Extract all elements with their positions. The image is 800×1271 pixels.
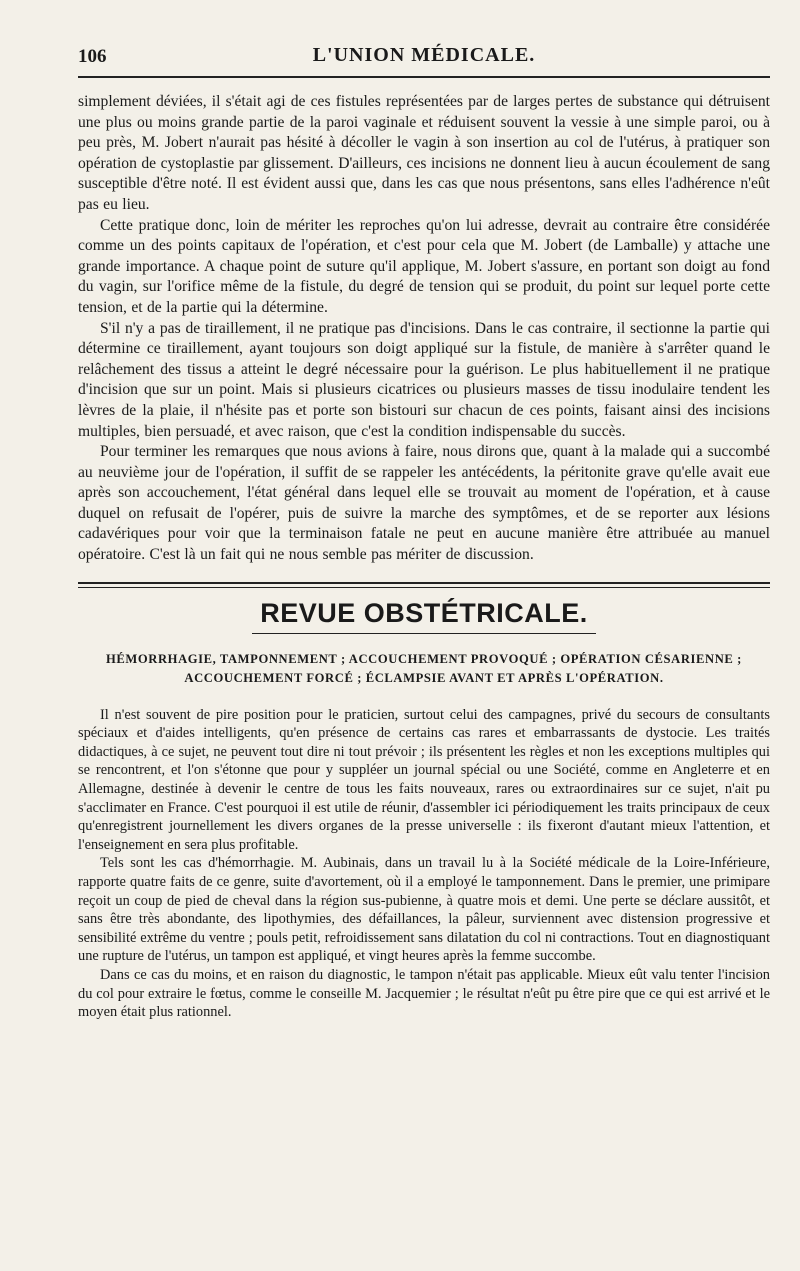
- section-divider: [78, 582, 770, 588]
- section-subheading: [78, 650, 770, 688]
- paragraph: Dans ce cas du moins, et en raison du diagnostic, le tampon n'était pas applicable. Mieux eût valu tenter l'incision du col pour extraire le fœtus, comme le conseille M. Jacquemier ; le résultat n'eût pu être pire que ce qui est arrivé et le moyen était plus rationnel.: [78, 966, 770, 1021]
- paragraph: Il n'est souvent de pire position pour le praticien, surtout celui des campagnes, privé du secours de consultants spéciaux et d'aides intelligents, qu'en présence de certains cas rares et embarrassants de dystocie. Les traités didactiques, à ce sujet, ne peuvent tout dire ni tout prévoir ; ils présentent les règles et non les exceptions multiples qui se rencontrent, et l'on s'étonne que pour y suppléer un journal spécial ou une Société, comme en Angleterre et en Allemagne, destinée à devenir le centre de tous les faits nouveaux, rares ou extraordinaires sur ce sujet, n'ait pu s'acclimater en France. C'est pourquoi il est utile de réunir, d'assembler ici périodiquement les traits principaux de ceux qu'enregistrent journellement les divers organes de la presse universelle : ils fixeront d'autant mieux l'attention, et l'enseignement en sera plus profitable.: [78, 706, 770, 853]
- paragraph: Cette pratique donc, loin de mériter les reproches qu'on lui adresse, devrait au contraire être considérée comme un des points capitaux de l'opération, et c'est pour cela que M. Jobert (de Lamballe) y attache une grande importance. A chaque point de suture qu'il applique, M. Jobert s'assure, en portant son doigt au fond du vagin, sur l'orifice même de la fistule, du degré de tension qui se produit, du point sur lequel porte cette tension, et de la partie qui la détermine.: [78, 216, 770, 316]
- running-title: L'UNION MÉDICALE.: [312, 44, 536, 66]
- subheading-line: ACCOUCHEMENT FORCÉ ; ÉCLAMPSIE AVANT ET APRÈS L'OPÉRATION.: [184, 670, 664, 685]
- subheading-line: HÉMORRHAGIE, TAMPONNEMENT ; ACCOUCHEMENT PROVOQUÉ ; OPÉRATION CÉSARIENNE ;: [106, 651, 742, 666]
- section-title: REVUE OBSTÉTRICALE.: [252, 598, 596, 634]
- paragraph: Tels sont les cas d'hémorrhagie. M. Aubinais, dans un travail lu à la Société médicale de la Loire-Inférieure, rapporte quatre faits de ce genre, suite d'avortement, où il a employé le tamponnement. Dans le premier, une primipare reçoit un coup de pied de cheval dans la région sus-pubienne, à quatre mois et demi. Une perte se déclare aussitôt, et sans être très abondante, des lipothymies, des défaillances, la pâleur, surviennent avec distension progressive et sensibilité extrême du ventre ; pouls petit, refroidissement sans dilatation du col ni contractions. Tout en diagnostiquant une rupture de l'utérus, un tampon est appliqué, et vingt heures après la femme succombe.: [78, 855, 770, 965]
- section-header: [78, 598, 770, 634]
- page-number: 106: [78, 46, 107, 67]
- article-body: [78, 92, 770, 566]
- section-body: [78, 706, 770, 1022]
- paragraph: Pour terminer les remarques que nous avions à faire, nous dirons que, quant à la malade qui a succombé au neuvième jour de l'opération, il suffit de se rappeler les antécédents, la péritonite grave qu'elle avait eue après son accouchement, l'état général dans lequel elle se trouvait au moment de l'opération, et à cause duquel on refusait de l'opérer, puis de suivre la marche des symptômes, et de se reporter aux lésions cadavériques pour voir que la terminaison fatale ne peut en aucune manière être attribuée au manuel opératoire. C'est là un fait qui ne nous semble pas mériter de discussion.: [78, 443, 770, 564]
- paragraph: simplement déviées, il s'était agi de ces fistules représentées par de larges pertes de substance qui détruisent une plus ou moins grande partie de la paroi vaginale et réduisent souvent la vessie à une simple paroi, ou à peu près, M. Jobert n'aurait pas hésité à décoller le vagin à son insertion au col de l'utérus, à pratiquer son opération de cystoplastie par glissement. D'ailleurs, ces incisions ne donnent lieu à aucun écoulement de sang susceptible d'être noté. Il est évident aussi que, dans les cas que nous présentons, sans elles l'adhérence n'eût pas eu lieu.: [78, 93, 770, 213]
- page-header: [78, 40, 770, 78]
- paragraph: S'il n'y a pas de tiraillement, il ne pratique pas d'incisions. Dans le cas contraire, il sectionne la partie qui détermine ce tiraillement, ayant toujours son doigt appliqué sur la fistule, de manière à s'arrêter quand le relâchement des tissus a atteint le degré nécessaire pour la guérison. Le plus habituellement il ne pratique d'incision que sur un point. Mais si plusieurs cicatrices ou plusieurs masses de tissu inodulaire tendent les lèvres de la plaie, il n'hésite pas et porte son bistouri sur chacun de ces points, faisant ainsi des incisions multiples, bien persuadé, et avec raison, que c'est la condition indispensable du succès.: [78, 319, 770, 440]
